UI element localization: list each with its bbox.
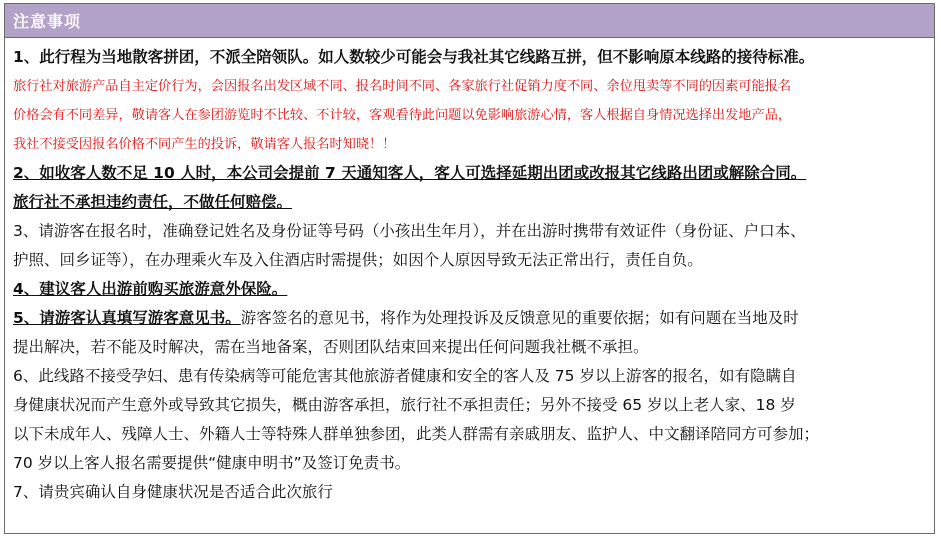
item-6-line: 以下未成年人、残障人士、外籍人士等特殊人群单独参团，此类人群需有亲戚朋友、监护人、中文翻译陪同方可参加； (13, 425, 820, 443)
item-3-line: 3、请游客在报名时，准确登记姓名及身份证等号码（小孩出生年月），并在出游时携带有效证件（身份证、户口本、 (13, 222, 806, 240)
notice-header (5, 4, 934, 38)
item-5-text: 游客签名的意见书，将作为处理投诉及反馈意见的重要依据；如有问题在当地及时 (240, 309, 799, 327)
item-5-line: 提出解决，若不能及时解决，需在当地备案，否则团队结束回来提出任何问题我社概不承担。 (13, 338, 649, 356)
item-7: 7、请贵宾确认自身健康状况是否适合此次旅行 (13, 483, 333, 501)
item-1-notice-line: 旅行社对旅游产品自主定价行为，会因报名出发区域不同、报名时间不同、各家旅行社促销力度不同、余位甩卖等不同的因素可能报名 (13, 79, 792, 94)
item-1-notice-line: 价格会有不同差异，敬请客人在参团游览时不比较、不计较，客观看待此问题以免影响旅游心情，客人根据自身情况选择出发地产品， (13, 108, 792, 123)
item-4: 4、建议客人出游前购买旅游意外保险。 (13, 280, 288, 298)
item-6-line: 身健康状况而产生意外或导致其它损失，概由游客承担，旅行社不承担责任；另外不接受 65 岁以上老人家、18 岁 (13, 396, 796, 414)
notice-table (4, 3, 935, 534)
item-5-heading: 5、请游客认真填写游客意见书。 (13, 309, 241, 327)
item-5-line (13, 304, 928, 333)
item-1-notice-line: 我社不接受因报名价格不同产生的投诉，敬请客人报名时知晓！！ (13, 137, 396, 152)
notice-content (5, 38, 934, 507)
item-2-line: 旅行社不承担违约责任，不做任何赔偿。 (13, 193, 293, 211)
item-3-line: 护照、回乡证等），在办理乘火车及入住酒店时需提供；如因个人原因导致无法正常出行，责任自负。 (13, 251, 703, 269)
item-1: 1、此行程为当地散客拼团，不派全陪领队。如人数较少可能会与我社其它线路互拼，但不影响原本线路的接待标准。 (13, 48, 815, 66)
item-6-line: 6、此线路不接受孕妇、患有传染病等可能危害其他旅游者健康和安全的客人及 75 岁以上游客的报名，如有隐瞒自 (13, 367, 797, 385)
item-6-line: 70 岁以上客人报名需要提供“健康申明书”及签订免责书。 (13, 454, 411, 472)
item-2-line: 2、如收客人数不足 10 人时，本公司会提前 7 天通知客人，客人可选择延期出团或改报其它线路出团或解除合同。 (13, 164, 807, 182)
notice-title: 注意事项 (13, 12, 82, 31)
